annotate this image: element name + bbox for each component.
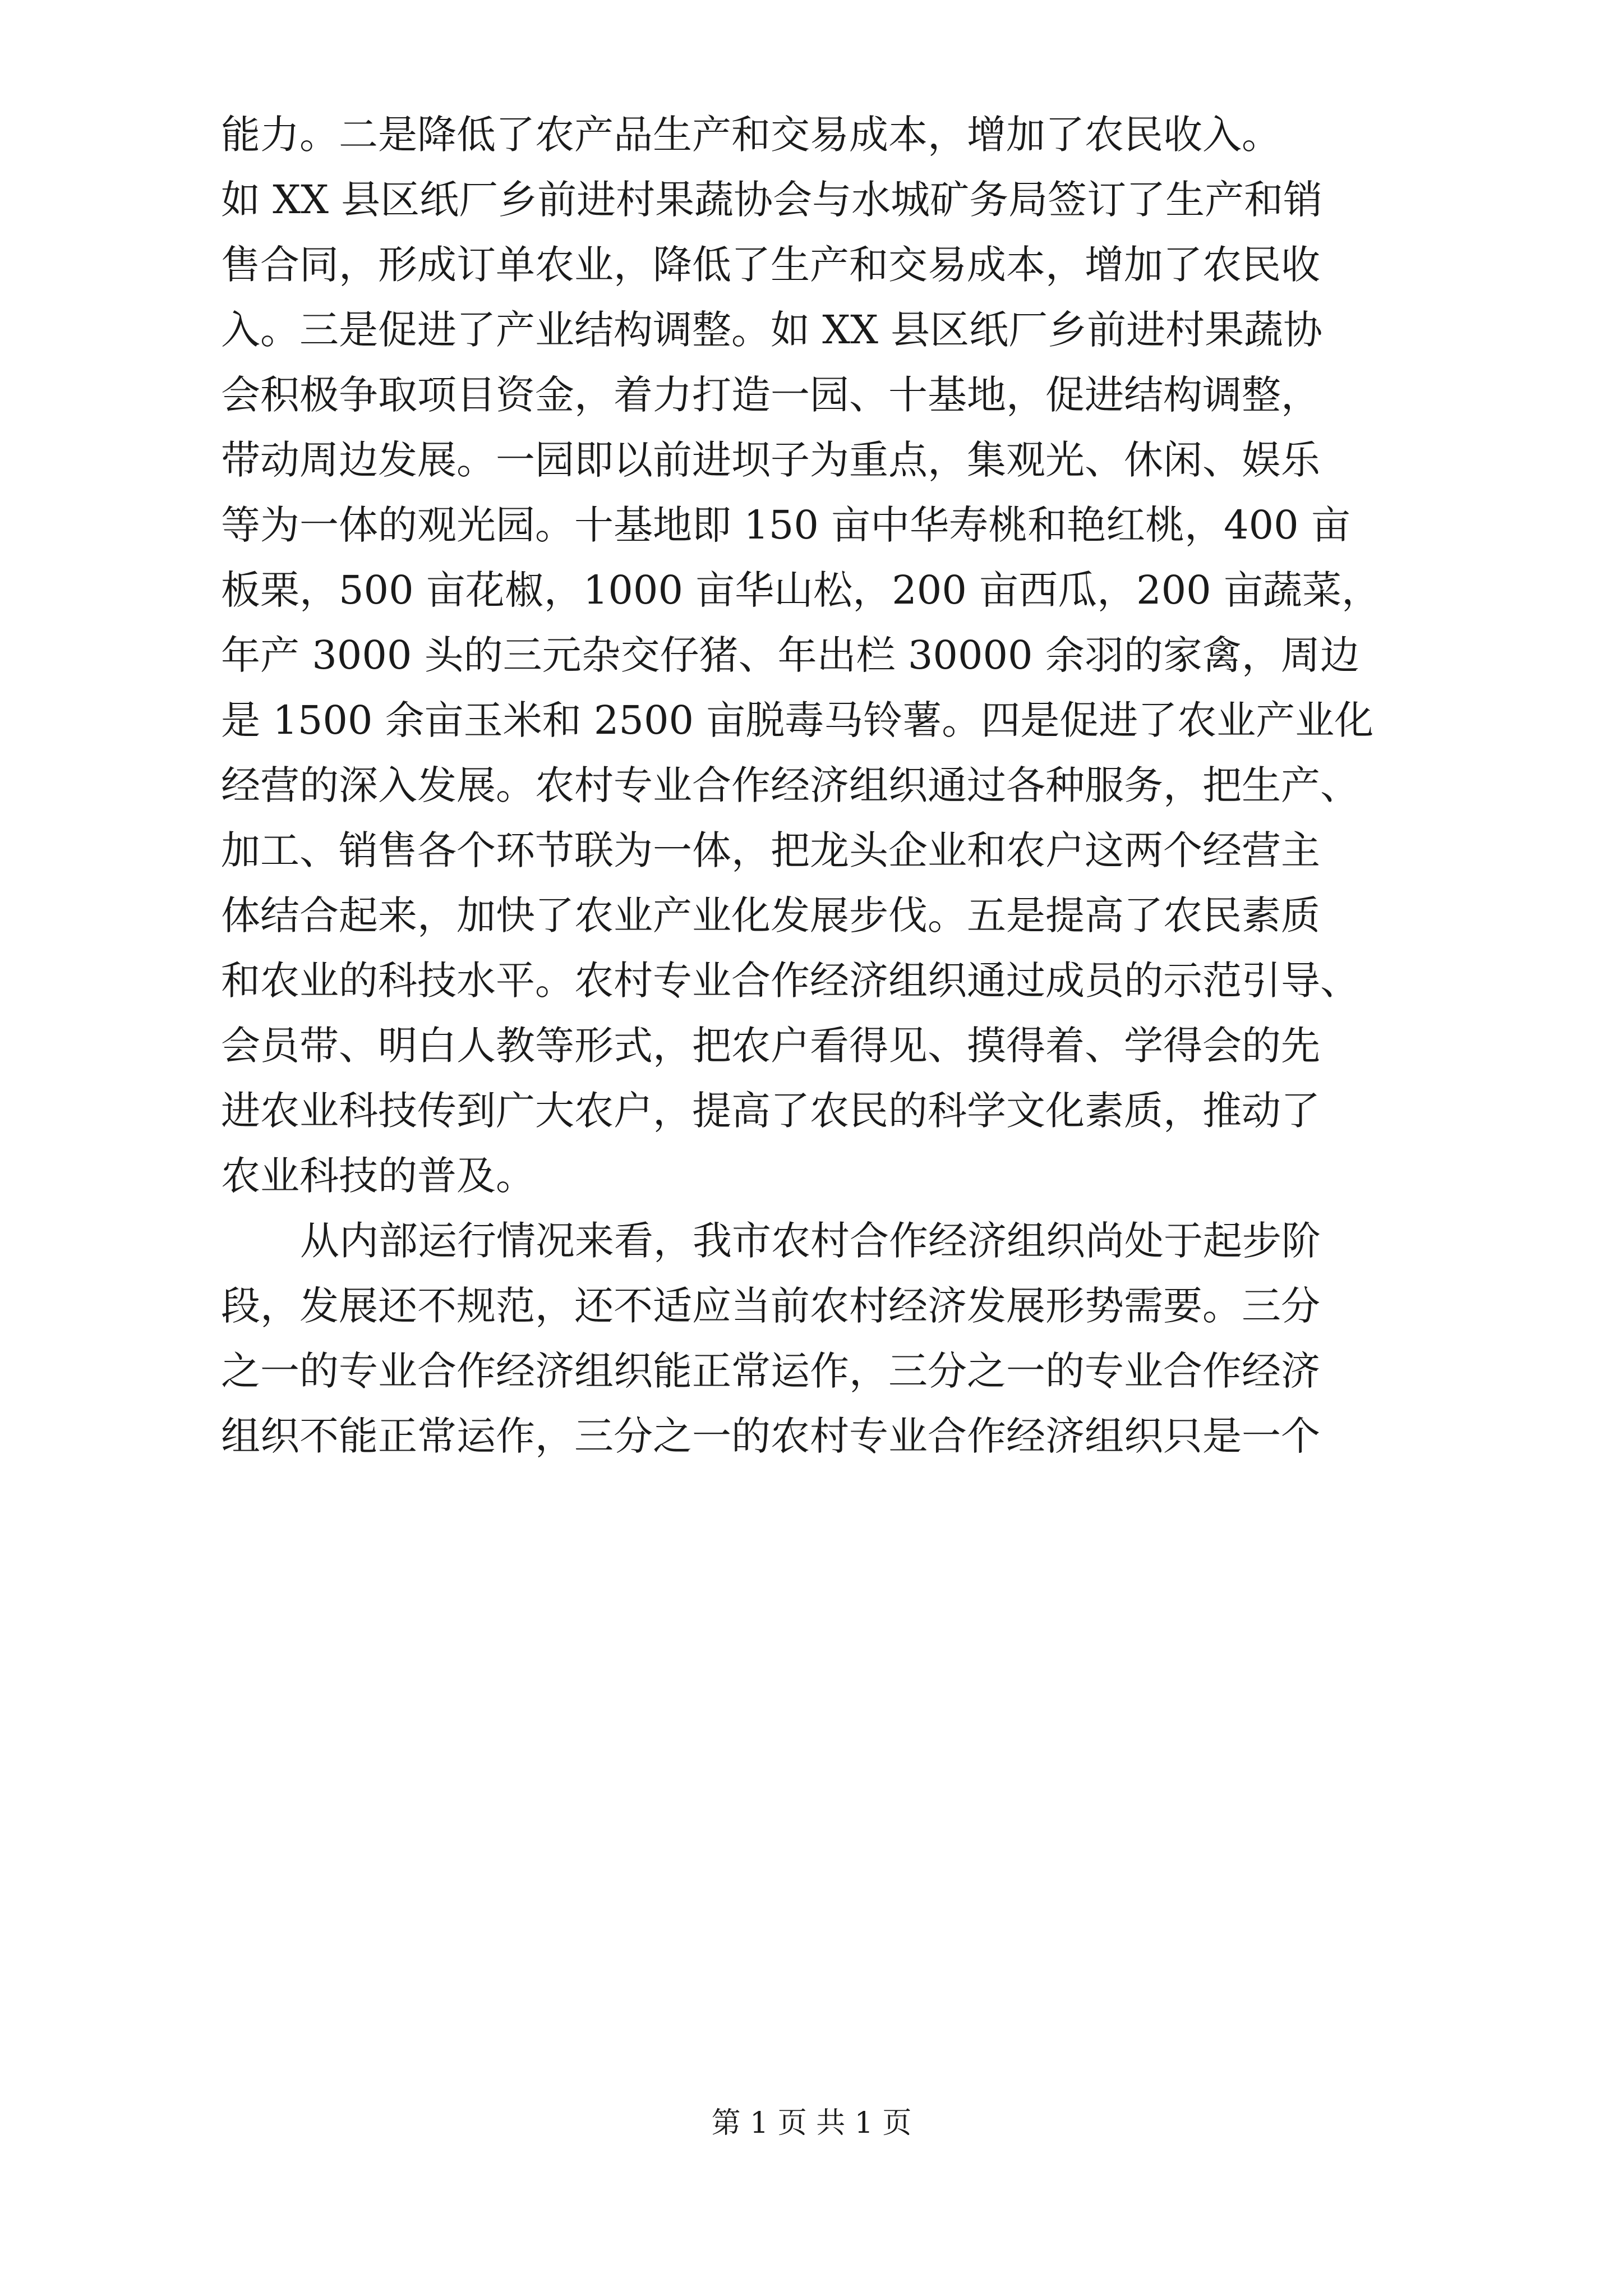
paragraph-line: 如 XX 县区纸厂乡前进村果蔬协会与水城矿务局签订了生产和销 [221,177,1323,223]
paragraph-line: 加工、销售各个环节联为一体，把龙头企业和农户这两个经营主 [221,827,1320,873]
paragraph-line: 农业科技的普及。 [221,1153,535,1199]
paragraph-line: 板栗，500 亩花椒，1000 亩华山松，200 亩西瓜，200 亩蔬菜， [221,567,1381,613]
paragraph-line: 进农业科技传到广大农户，提高了农民的科学文化素质，推动了 [221,1088,1320,1134]
paragraph-line: 能力。二是降低了农产品生产和交易成本，增加了农民收入。 [221,112,1281,158]
paragraph-line: 是 1500 余亩玉米和 2500 亩脱毒马铃薯。四是促进了农业产业化 [221,697,1374,743]
paragraph-line-indented: 从内部运行情况来看，我市农村合作经济组织尚处于起步阶 [300,1218,1321,1264]
paragraph-line: 体结合起来，加快了农业产业化发展步伐。五是提高了农民素质 [221,892,1320,938]
paragraph-line: 段，发展还不规范，还不适应当前农村经济发展形势需要。三分 [221,1283,1320,1329]
paragraph-line: 经营的深入发展。农村专业合作经济组织通过各种服务，把生产、 [221,762,1359,808]
page-footer: 第 1 页 共 1 页 [711,2106,912,2140]
paragraph-line: 和农业的科技水平。农村专业合作经济组织通过成员的示范引导、 [221,958,1359,1004]
paragraph-line: 之一的专业合作经济组织能正常运作，三分之一的专业合作经济 [221,1348,1320,1394]
paragraph-line: 入。三是促进了产业结构调整。如 XX 县区纸厂乡前进村果蔬协 [221,307,1323,353]
paragraph-line: 售合同，形成订单农业，降低了生产和交易成本，增加了农民收 [221,242,1320,288]
paragraph-line: 年产 3000 头的三元杂交仔猪、年出栏 30000 余羽的家禽，周边 [221,632,1359,678]
paragraph-line: 会积极争取项目资金，着力打造一园、十基地，促进结构调整， [221,372,1320,418]
paragraph-line: 等为一体的观光园。十基地即 150 亩中华寿桃和艳红桃，400 亩 [221,502,1350,548]
paragraph-line: 会员带、明白人教等形式，把农户看得见、摸得着、学得会的先 [221,1023,1320,1069]
paragraph-line: 组织不能正常运作，三分之一的农村专业合作经济组织只是一个 [221,1413,1320,1459]
paragraph-line: 带动周边发展。一园即以前进坝子为重点，集观光、休闲、娱乐 [221,437,1320,483]
